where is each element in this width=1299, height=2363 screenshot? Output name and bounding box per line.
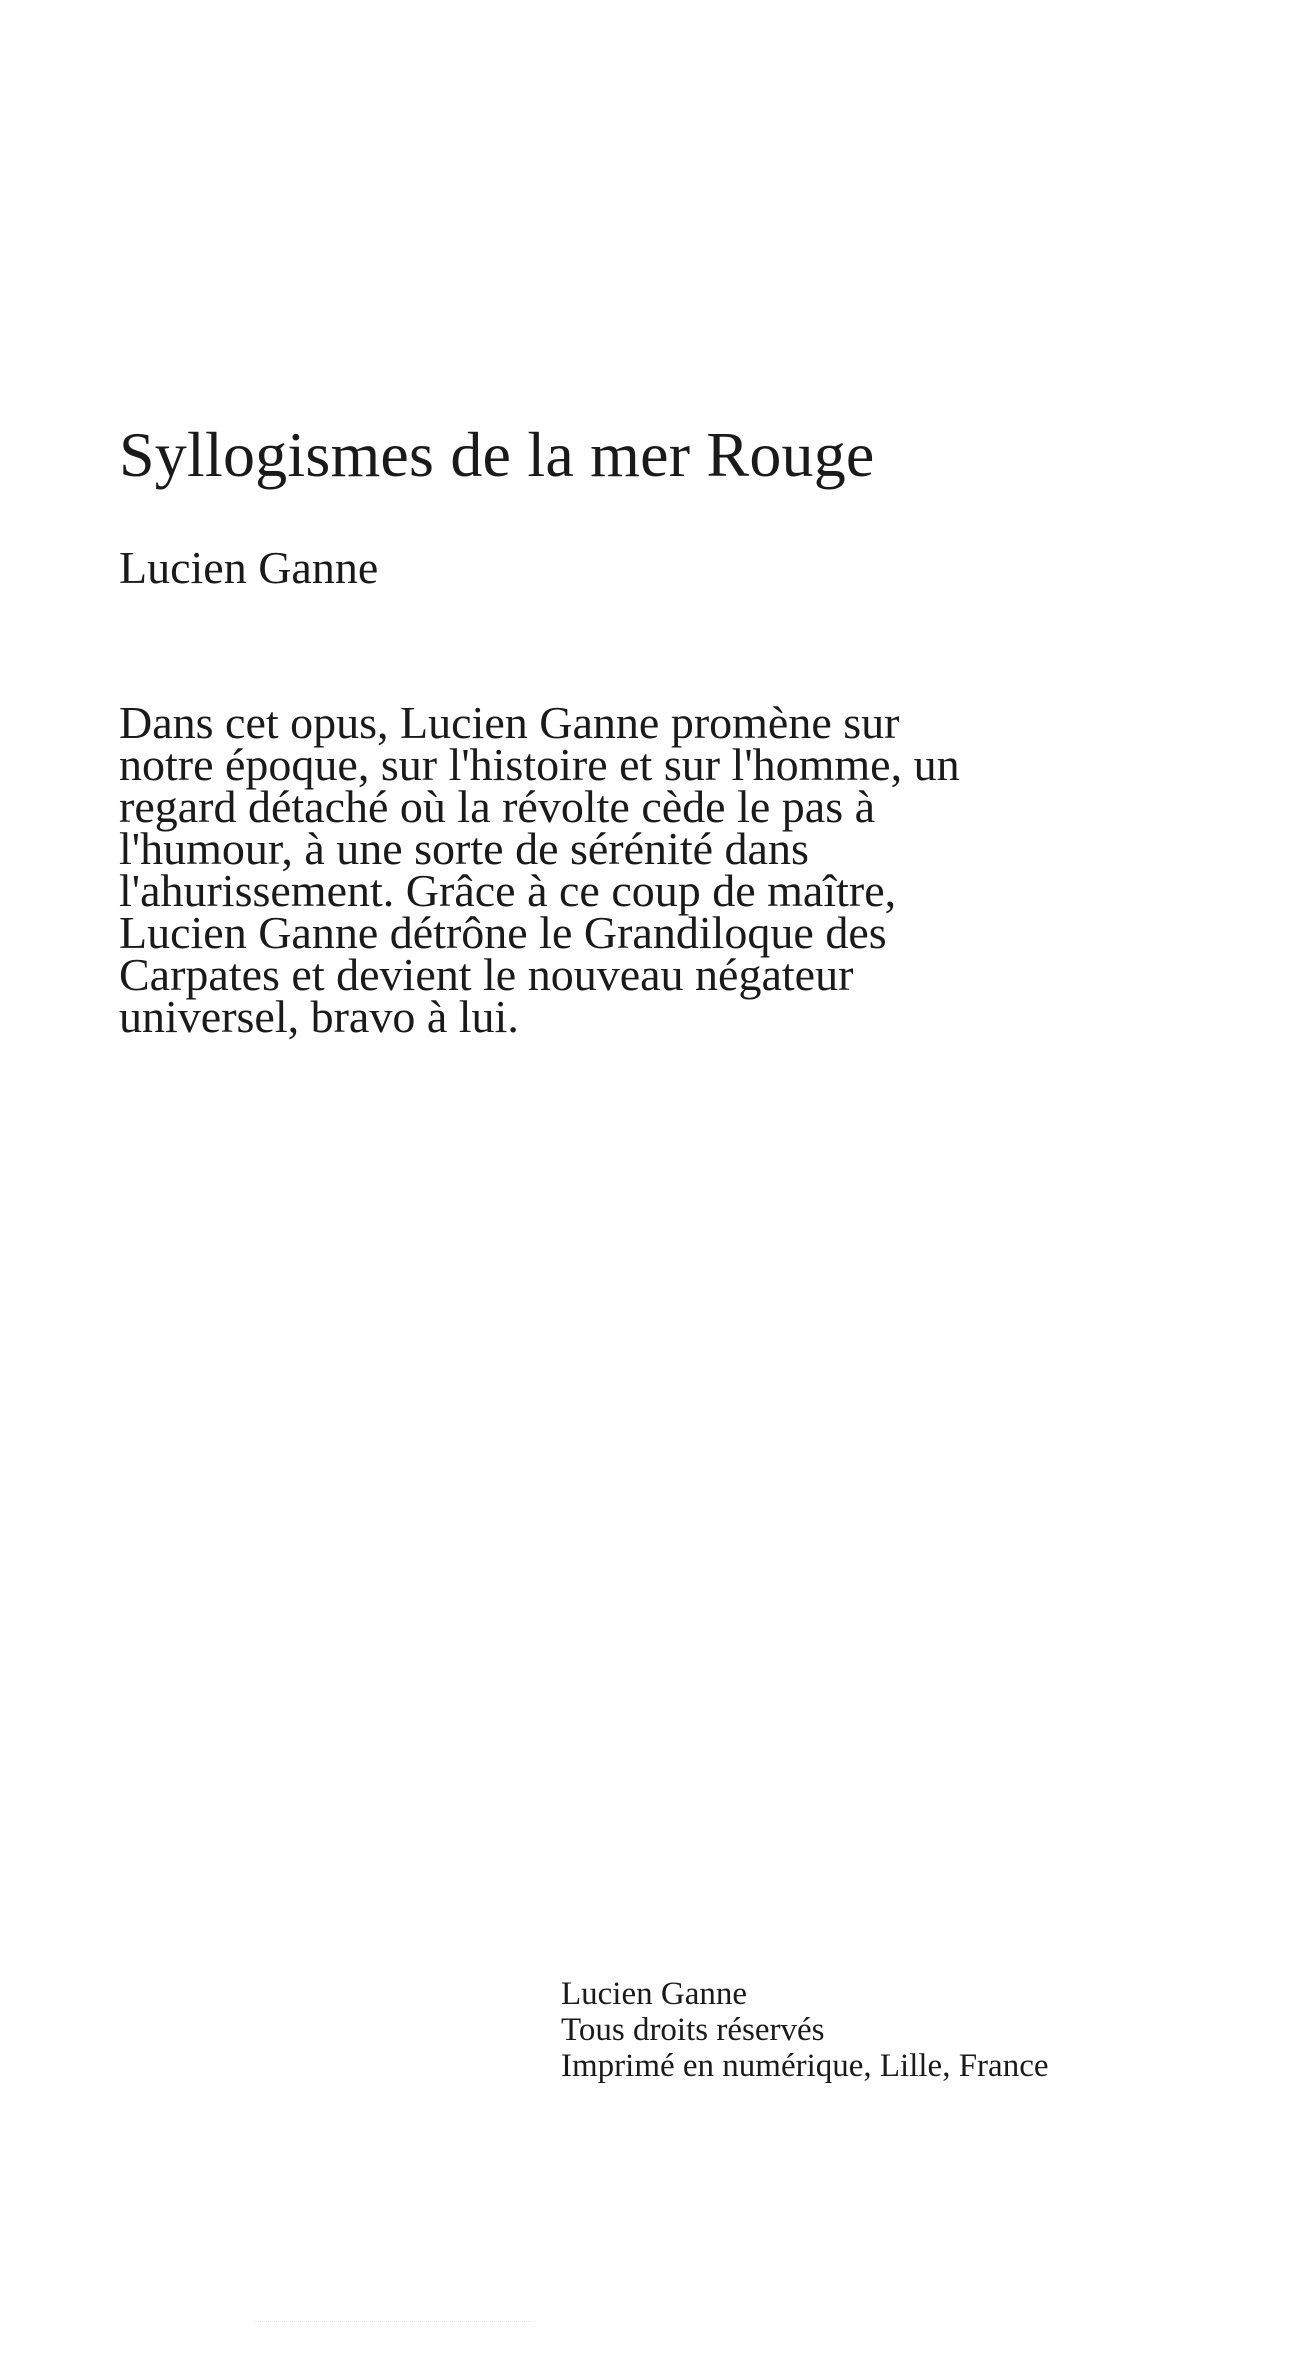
faint-dotted-mark bbox=[255, 2321, 531, 2322]
book-author: Lucien Ganne bbox=[119, 542, 379, 593]
colophon-printing: Imprimé en numérique, Lille, France bbox=[561, 2048, 1049, 2084]
book-title: Syllogismes de la mer Rouge bbox=[119, 419, 875, 490]
colophon bbox=[561, 1976, 1049, 2084]
colophon-author: Lucien Ganne bbox=[561, 1976, 747, 2012]
book-blurb: Dans cet opus, Lucien Ganne promène sur notre époque, sur l'histoire et sur l'homme, un regard détaché où la révolte cède le pas à l'humour, à une sorte de sérénité dans l'ahurissement. Grâce à ce coup de maître, Lucien Ganne détrône le Grandiloque des Carpates et devient le nouveau négateur universel, bravo à lui. bbox=[119, 697, 960, 1042]
colophon-rights: Tous droits réservés bbox=[561, 2012, 825, 2048]
